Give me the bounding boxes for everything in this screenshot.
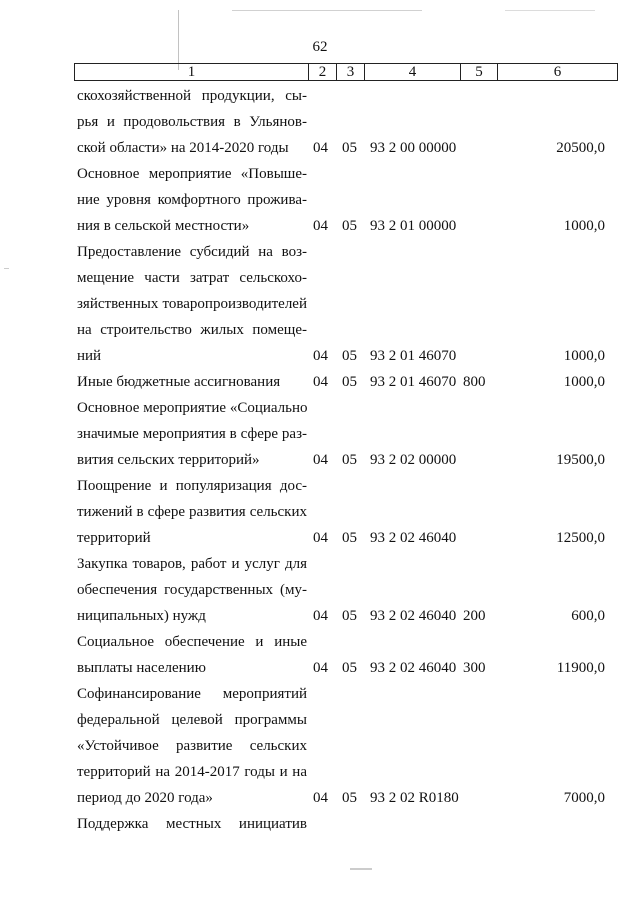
row-description: зяйственных товаропроизводителей [77,296,307,312]
row-description: обеспечения государственных (му- [77,582,307,598]
table-row [0,712,640,738]
table-row [0,218,640,244]
row-target-code: 93 2 02 46040 [370,530,457,546]
row-target-code: 93 2 02 R0180 [370,790,459,806]
row-target-code: 93 2 00 00000 [370,140,457,156]
table-row [0,738,640,764]
row-amount: 1000,0 [563,374,605,390]
table-row [0,790,640,816]
row-section-code: 04 [313,140,328,156]
table-row [0,348,640,374]
table-row [0,270,640,296]
header-col-6: 6 [498,64,618,81]
row-description: Закупка товаров, работ и услуг для [77,556,307,572]
table-row [0,244,640,270]
table-row [0,660,640,686]
row-amount: 600,0 [571,608,605,624]
table-row [0,582,640,608]
row-amount: 1000,0 [563,348,605,364]
table-body [0,88,640,842]
table-row [0,504,640,530]
table-row [0,166,640,192]
table-row [0,140,640,166]
row-section-code: 04 [313,374,328,390]
row-description: территорий [77,530,151,546]
table-row [0,634,640,660]
header-col-2: 2 [309,64,337,81]
row-description: ниципальных) нужд [77,608,206,624]
table-row [0,608,640,634]
table-header [74,63,618,81]
table-row [0,478,640,504]
row-description: «Устойчивое развитие сельских [77,738,307,754]
row-subsection-code: 05 [342,348,357,364]
scan-mark-top [232,10,422,11]
row-subsection-code: 05 [342,790,357,806]
row-amount: 1000,0 [563,218,605,234]
scan-mark-top-right [505,10,595,11]
row-description: ние уровня комфортного прожива- [77,192,307,208]
table-row [0,530,640,556]
table-row [0,426,640,452]
row-target-code: 93 2 01 46070 [370,348,457,364]
row-description: Поддержка местных инициатив [77,816,307,832]
row-description: Предоставление субсидий на воз- [77,244,307,260]
row-target-code: 93 2 02 46040 [370,608,457,624]
table-row [0,88,640,114]
header-col-5: 5 [461,64,498,81]
row-description: вития сельских территорий» [77,452,260,468]
row-amount: 11900,0 [556,660,605,676]
header-col-4: 4 [365,64,461,81]
row-description: Софинансирование мероприятий [77,686,307,702]
row-description: ской области» на 2014-2020 годы [77,140,289,156]
table-row [0,192,640,218]
row-section-code: 04 [313,348,328,364]
row-description: тижений в сфере развития сельских [77,504,307,520]
row-expense-type: 200 [463,608,486,624]
page-number: 62 [312,39,328,55]
row-description: период до 2020 года» [77,790,213,806]
row-description: ний [77,348,102,364]
row-amount: 12500,0 [556,530,605,546]
row-target-code: 93 2 02 46040 [370,660,457,676]
row-amount: 19500,0 [556,452,605,468]
header-col-1: 1 [75,64,309,81]
row-description: скохозяйственной продукции, сы- [77,88,307,104]
row-subsection-code: 05 [342,660,357,676]
table-row [0,764,640,790]
row-subsection-code: 05 [342,140,357,156]
row-subsection-code: 05 [342,530,357,546]
table-row [0,374,640,400]
row-section-code: 04 [313,660,328,676]
row-description: выплаты населению [77,660,206,676]
row-section-code: 04 [313,530,328,546]
row-amount: 20500,0 [556,140,605,156]
row-description: рья и продовольствия в Ульянов- [77,114,307,130]
table-row [0,452,640,478]
row-target-code: 93 2 02 00000 [370,452,457,468]
row-expense-type: 800 [463,374,486,390]
row-section-code: 04 [313,790,328,806]
row-description: Основное мероприятие «Социально [77,400,308,416]
row-description: ния в сельской местности» [77,218,250,234]
row-target-code: 93 2 01 46070 [370,374,457,390]
table-row [0,400,640,426]
row-section-code: 04 [313,452,328,468]
row-section-code: 04 [313,608,328,624]
table-row [0,686,640,712]
row-subsection-code: 05 [342,452,357,468]
row-expense-type: 300 [463,660,486,676]
row-subsection-code: 05 [342,608,357,624]
row-description: мещение части затрат сельскохо- [77,270,307,286]
row-description: Социальное обеспечение и иные [77,634,307,650]
table-row [0,296,640,322]
scan-mark-bottom [350,868,372,870]
row-section-code: 04 [313,218,328,234]
table-row [0,816,640,842]
row-description: федеральной целевой программы [77,712,307,728]
row-description: Поощрение и популяризация дос- [77,478,307,494]
row-description: Иные бюджетные ассигнования [77,374,281,390]
row-description: значимые мероприятия в сфере раз- [77,426,307,442]
table-row [0,322,640,348]
row-subsection-code: 05 [342,374,357,390]
row-amount: 7000,0 [563,790,605,806]
row-target-code: 93 2 01 00000 [370,218,457,234]
row-description: на строительство жилых помеще- [77,322,307,338]
table-row [0,556,640,582]
header-col-3: 3 [337,64,365,81]
table-row [0,114,640,140]
row-description: Основное мероприятие «Повыше- [77,166,307,182]
row-subsection-code: 05 [342,218,357,234]
row-description: территорий на 2014-2017 годы и на [77,764,307,780]
